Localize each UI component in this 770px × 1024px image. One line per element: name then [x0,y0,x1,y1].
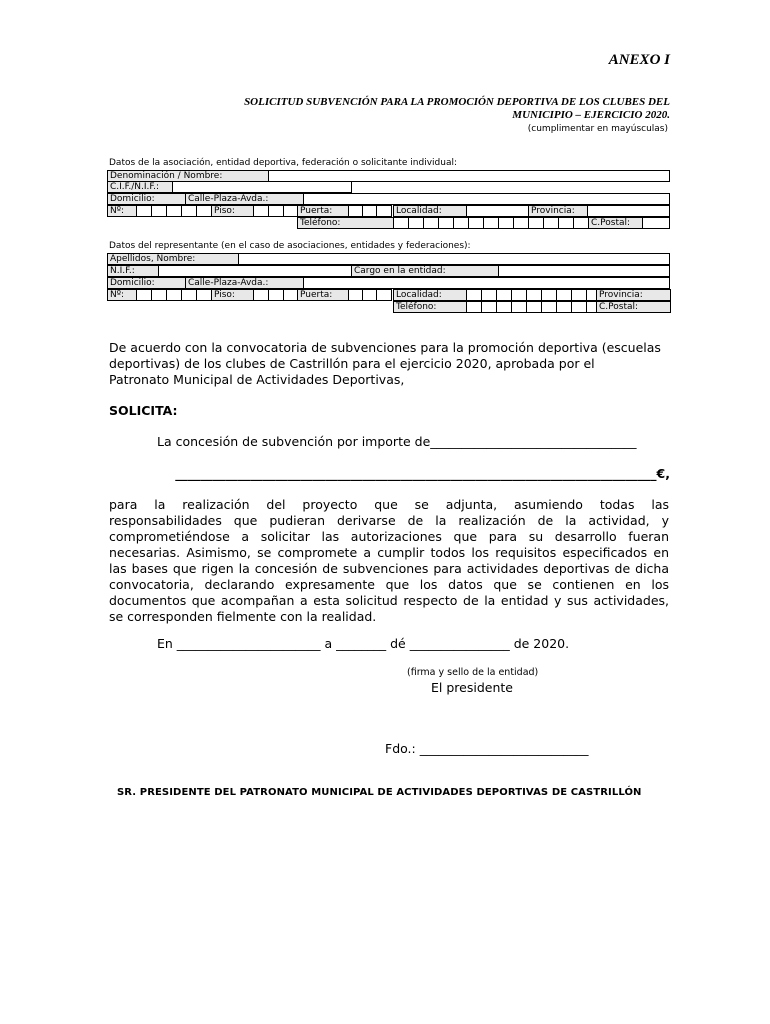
s2-telefono-box[interactable] [541,301,557,313]
s2-localidad-box[interactable] [496,289,512,301]
s1-numero-label: Nº: [107,205,137,217]
s1-telefono-box[interactable] [483,217,499,229]
s2-row-apellidos [107,253,670,265]
s2-row-numero [107,289,670,301]
s2-numero-box[interactable] [136,289,152,301]
s2-puerta-box[interactable] [362,289,377,301]
s1-puerta-box[interactable] [362,205,377,217]
intro-line: Patronato Municipal de Actividades Deportivas, [109,372,405,387]
s2-telefono-box[interactable] [526,301,542,313]
s2-domicilio-label: Domicilio: [107,277,186,289]
s1-provincia-field[interactable] [587,205,670,217]
s2-telefono-box[interactable] [511,301,527,313]
s1-telefono-box[interactable] [558,217,574,229]
s1-telefono-box[interactable] [438,217,454,229]
s2-row-nif [107,265,670,277]
addressee-footer: SR. PRESIDENTE DEL PATRONATO MUNICIPAL DE ACTIVIDADES DEPORTIVAS DE CASTRILLÓN [117,787,642,798]
s1-telefono-label: Teléfono: [297,217,394,229]
responsibilities-paragraph [109,497,669,625]
s1-cif-label: C.I.F./N.I.F.: [107,181,173,193]
s2-cpostal-label: C.Postal: [596,301,671,313]
s2-numero-box[interactable] [166,289,182,301]
paragraph-line: responsabilidades que pudieran derivarse de la realización de la actividad, y [109,513,669,528]
s2-piso-box[interactable] [283,289,298,301]
s2-telefono-box[interactable] [481,301,497,313]
s2-telefono-label: Teléfono: [393,301,467,313]
s2-localidad-box[interactable] [556,289,572,301]
concesion-amount-line[interactable]: La concesión de subvención por importe de_________________________________ [157,434,637,449]
s1-numero-box[interactable] [181,205,197,217]
s2-numero-label: Nº: [107,289,137,301]
s2-telefono-box[interactable] [556,301,572,313]
s1-numero-box[interactable] [196,205,212,217]
s1-cif-field[interactable] [172,181,352,193]
president-label: El presidente [431,680,513,695]
s2-localidad-box[interactable] [466,289,482,301]
s1-telefono-box[interactable] [498,217,514,229]
s1-piso-box[interactable] [283,205,298,217]
s1-provincia-label: Provincia: [528,205,588,217]
paragraph-line: comprometiéndose a solicitar las autorizaciones que para su desarrollo fueran [109,529,669,544]
s2-numero-box[interactable] [151,289,167,301]
s1-calle-label: Calle-Plaza-Avda.: [185,193,304,205]
s2-piso-box[interactable] [253,289,269,301]
s1-cpostal-label: C.Postal: [588,217,643,229]
paragraph-line: convocatoria, declarando expresamente que los datos que se contienen en los [109,577,669,592]
s1-domicilio-label: Domicilio: [107,193,186,205]
s2-localidad-box[interactable] [511,289,527,301]
s2-localidad-label: Localidad: [393,289,467,301]
s2-apellidos-label: Apellidos, Nombre: [107,253,239,265]
s2-localidad-box[interactable] [526,289,542,301]
s2-numero-box[interactable] [196,289,212,301]
s1-telefono-box[interactable] [423,217,439,229]
s2-puerta-box[interactable] [348,289,363,301]
uppercase-note: (cumplimentar en mayúsculas) [527,124,668,134]
s1-telefono-box[interactable] [513,217,529,229]
s1-row-cif [107,181,670,193]
annex-title: ANEXO I [608,52,670,68]
s1-cpostal-field[interactable] [642,217,670,229]
s2-piso-label: Piso: [211,289,254,301]
s1-telefono-box[interactable] [528,217,544,229]
s2-localidad-box[interactable] [571,289,587,301]
s1-numero-box[interactable] [151,205,167,217]
solicita-heading: SOLICITA: [109,403,178,418]
s1-telefono-box[interactable] [408,217,424,229]
s1-numero-box[interactable] [136,205,152,217]
s1-numero-box[interactable] [166,205,182,217]
title-line-1: SOLICITUD SUBVENCIÓN PARA LA PROMOCIÓN DEPORTIVA DE LOS CLUBES DEL [244,96,670,108]
intro-paragraph [109,340,669,388]
section2-caption: Datos del representante (en el caso de asociaciones, entidades y federaciones): [109,241,471,251]
s1-puerta-box[interactable] [348,205,363,217]
paragraph-line: las bases que rigen la concesión de subvenciones para actividades deportivas de dicha [109,561,669,576]
s2-provincia-label: Provincia: [596,289,671,301]
document-title [110,96,670,122]
signature-line[interactable]: Fdo.: ___________________________ [385,741,589,756]
s1-telefono-box[interactable] [393,217,409,229]
section1-caption: Datos de la asociación, entidad deportiva, federación o solicitante individual: [109,158,457,168]
s2-telefono-box[interactable] [571,301,587,313]
intro-line: deportivas) de los clubes de Castrillón para el ejercicio 2020, aprobada por el [109,356,595,371]
s1-puerta-label: Puerta: [297,205,349,217]
s1-row-domicilio [107,193,670,205]
s2-nif-field[interactable] [158,265,352,277]
s2-piso-box[interactable] [268,289,284,301]
paragraph-line: necesarias. Asimismo, se compromete a cumplir todos los requisitos especificados en [109,545,669,560]
s1-piso-box[interactable] [268,205,284,217]
s1-telefono-box[interactable] [573,217,589,229]
s1-row-telefono [107,217,670,229]
paragraph-line: se corresponden fielmente con la realidad. [109,609,377,624]
s1-telefono-box[interactable] [453,217,469,229]
s2-cargo-field[interactable] [498,265,670,277]
s2-apellidos-field[interactable] [238,253,670,265]
title-line-2: MUNICIPIO – EJERCICIO 2020. [512,109,670,121]
paragraph-line: documentos que acompañan a esta solicitud respecto de la entidad y sus actividades, [109,593,669,608]
s1-denominacion-label: Denominación / Nombre: [107,170,269,182]
s1-localidad-field[interactable] [466,205,529,217]
euro-amount-line[interactable]: _____________________________________________________________________________€, [175,466,670,481]
intro-line: De acuerdo con la convocatoria de subvenciones para la promoción deportiva (escuelas [109,340,661,355]
s2-row-domicilio [107,277,670,289]
s2-localidad-box[interactable] [481,289,497,301]
s2-nif-label: N.I.F.: [107,265,159,277]
s2-numero-box[interactable] [181,289,197,301]
s2-localidad-box[interactable] [541,289,557,301]
s2-calle-label: Calle-Plaza-Avda.: [185,277,304,289]
s1-row-numero [107,205,670,217]
signature-note: (firma y sello de la entidad) [407,667,539,678]
paragraph-line: para la realización del proyecto que se adjunta, asumiendo todas las [109,497,669,512]
s2-puerta-label: Puerta: [297,289,349,301]
s2-telefono-box[interactable] [466,301,482,313]
place-date-line[interactable]: En _______________________ a ________ dé ________________ de 2020. [157,636,570,651]
s2-row-telefono [107,301,670,313]
s2-telefono-box[interactable] [496,301,512,313]
s1-telefono-box[interactable] [543,217,559,229]
s1-puerta-box[interactable] [376,205,392,217]
s2-puerta-box[interactable] [376,289,392,301]
s2-calle-field[interactable] [303,277,670,289]
s2-cargo-label: Cargo en la entidad: [351,265,499,277]
s1-telefono-box[interactable] [468,217,484,229]
s1-piso-label: Piso: [211,205,254,217]
s1-localidad-label: Localidad: [393,205,467,217]
s1-calle-field[interactable] [303,193,670,205]
s1-piso-box[interactable] [253,205,269,217]
